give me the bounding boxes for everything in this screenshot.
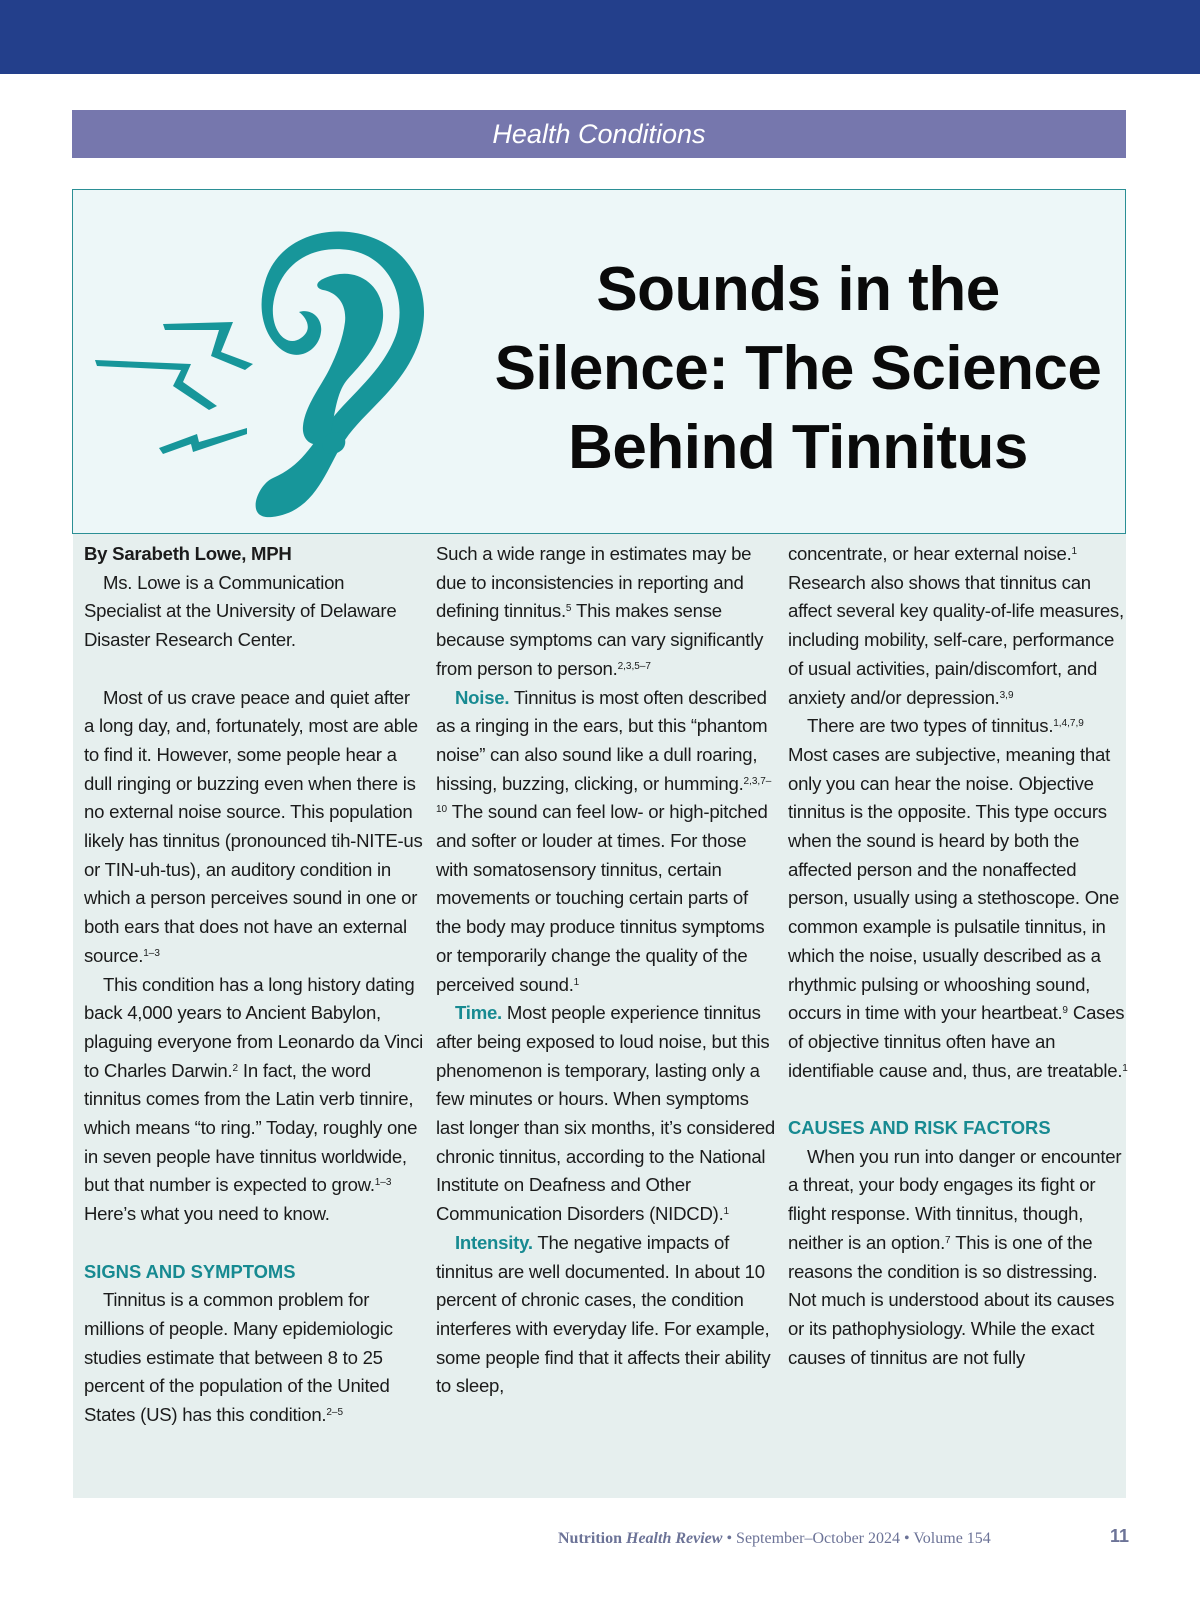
types-paragraph: There are two types of tinnitus.$^{1,4,7,9}$ Most cases are subjective, meaning that only you can hear the noise. Objective tinnitus is the opposite. This type occurs when the sound is heard by both the affected person and the nonaffected person, usually using a stethoscope. One common example is pulsatile tinnitus, in which the noise, usually described as a rhythmic pulsing or whooshing sound, occurs in time with your heartbeat.$^9$ Cases of objective tinnitus often have an identifiable cause and, thus, are treatable.$^1$ [788, 715, 1128, 1081]
footer-separator: • [722, 1530, 737, 1547]
citation: 1–3 [374, 1177, 392, 1189]
citation: 5 [565, 603, 572, 615]
citation: 2,3,5–7 [617, 660, 651, 672]
runin-heading-intensity: Intensity. [455, 1231, 533, 1253]
footer-separator: • [900, 1530, 914, 1547]
citation: 2–5 [326, 1407, 344, 1419]
section-label: Health Conditions [492, 119, 706, 149]
headline-line-3: Behind Tinnitus [568, 413, 1028, 482]
top-color-band [0, 0, 1200, 74]
citation: 2,3,7–10 [436, 775, 772, 816]
section-heading-signs: SIGNS AND SYMPTOMS [84, 1260, 296, 1282]
citation: 3,9 [999, 689, 1014, 701]
intro-paragraph: Most of us crave peace and quiet after a long day, and, fortunately, most are able to find it. However, some people hear a dull ringing or buzzing even when there is no external noise source. This population likely has tinnitus (pronounced tih-NITE-us or TIN-uh-tus), an auditory condition in which a person perceives sound in one or both ears that does not have an external source.$^{1-3}$ [84, 686, 423, 966]
byline-author: By Sarabeth Lowe, MPH [84, 543, 292, 564]
prevalence-paragraph: Tinnitus is a common problem for millions of people. Many epidemiologic studies estimate that between 8 to 25 percent of the population of the United States (US) has this condition.$^{2-5}$ [84, 1289, 393, 1426]
estimates-paragraph: Such a wide range in estimates may be due to inconsistencies in reporting and defining tinnitus.$^5$ This makes sense because symptoms can vary significantly from person to person.$^{2,3,5-7}$ [436, 543, 764, 679]
time-paragraph: Time. Most people experience tinnitus after being exposed to loud noise, but this phenomenon is temporary, lasting only a few minutes or hours. When symptoms last longer than six months, it’s considered chronic tinnitus, according to the National Institute on Deafness and Other Communication Disorders (NIDCD).$^1$ [436, 1002, 776, 1225]
citation: 1–3 [143, 947, 160, 959]
section-header [72, 110, 1126, 158]
text-column-1 [84, 540, 424, 1430]
intensity-paragraph: Intensity. The negative impacts of tinnitus are well documented. In about 10 percent of chronic cases, the condition interferes with everyday life. For example, some people find that it affects their ability to sleep, [436, 1231, 771, 1397]
noise-paragraph: Noise. Tinnitus is most often described as a ringing in the ears, but this “phantom noise” can also sound like a dull roaring, hissing, buzzing, clicking, or humming.$^{2,3,7-10}$ The sound can feel low- or high-pitched and softer or louder at times. For those with somatosensory tinnitus, certain movements or touching certain parts of the body may produce tinnitus symptoms or temporarily change the quality of the perceived sound.$^1$ [436, 686, 772, 995]
text-column-3 [788, 540, 1128, 1372]
section-heading-causes: CAUSES AND RISK FACTORS [788, 1117, 1051, 1139]
article-headline [483, 250, 1113, 487]
history-paragraph: This condition has a long history dating back 4,000 years to Ancient Babylon, plaguing everyone from Leonardo da Vinci to Charles Darwin.$^2$ In fact, the word tinnitus comes from the Latin verb tinnire, which means “to ring.” Today, roughly one in seven people have tinnitus worldwide, but that number is expected to grow.$^{1-3}$ Here’s what you need to know. [84, 973, 424, 1225]
headline-line-1: Sounds in the [596, 255, 1000, 324]
hero-banner [72, 189, 1126, 534]
citation: 1,4,7,9 [1053, 718, 1084, 730]
byline-bio: Ms. Lowe is a Communication Specialist at the University of Delaware Disaster Research Center. [84, 571, 397, 651]
citation: 1 [1071, 546, 1078, 557]
article-body [73, 534, 1126, 1498]
quality-of-life-paragraph: concentrate, or hear external noise.$^1$ Research also shows that tinnitus can affect several key quality-of-life measures, including mobility, self-care, performance of usual activities, pain/discomfort, and anxiety and/or depression.$^{3,9}$ [788, 543, 1124, 708]
volume-number: Volume 154 [913, 1530, 991, 1547]
citation: 1 [573, 976, 580, 988]
headline-line-2: Silence: The Science [494, 334, 1102, 403]
issue-date: September–October 2024 [736, 1530, 900, 1547]
page-number: 11 [1110, 1526, 1130, 1546]
citation: 2 [232, 1062, 238, 1074]
runin-heading-noise: Noise. [455, 686, 510, 708]
citation: 9 [1062, 1005, 1068, 1017]
ear-with-sound-waves-icon [87, 220, 427, 520]
page-footer [558, 1530, 1058, 1554]
citation: 7 [945, 1234, 951, 1246]
citation: 1 [723, 1206, 730, 1218]
citation: 1 [1122, 1062, 1128, 1074]
magazine-name: Nutrition Health Review [558, 1530, 723, 1547]
causes-paragraph: When you run into danger or encounter a threat, your body engages its fight or flight response. With tinnitus, though, neither is an option.$^7$ This is one of the reasons the condition is so distressing. Not much is understood about its causes or its pathophysiology. While the exact causes of tinnitus are not fully [788, 1145, 1122, 1368]
text-column-2 [436, 540, 776, 1401]
runin-heading-time: Time. [455, 1002, 502, 1024]
